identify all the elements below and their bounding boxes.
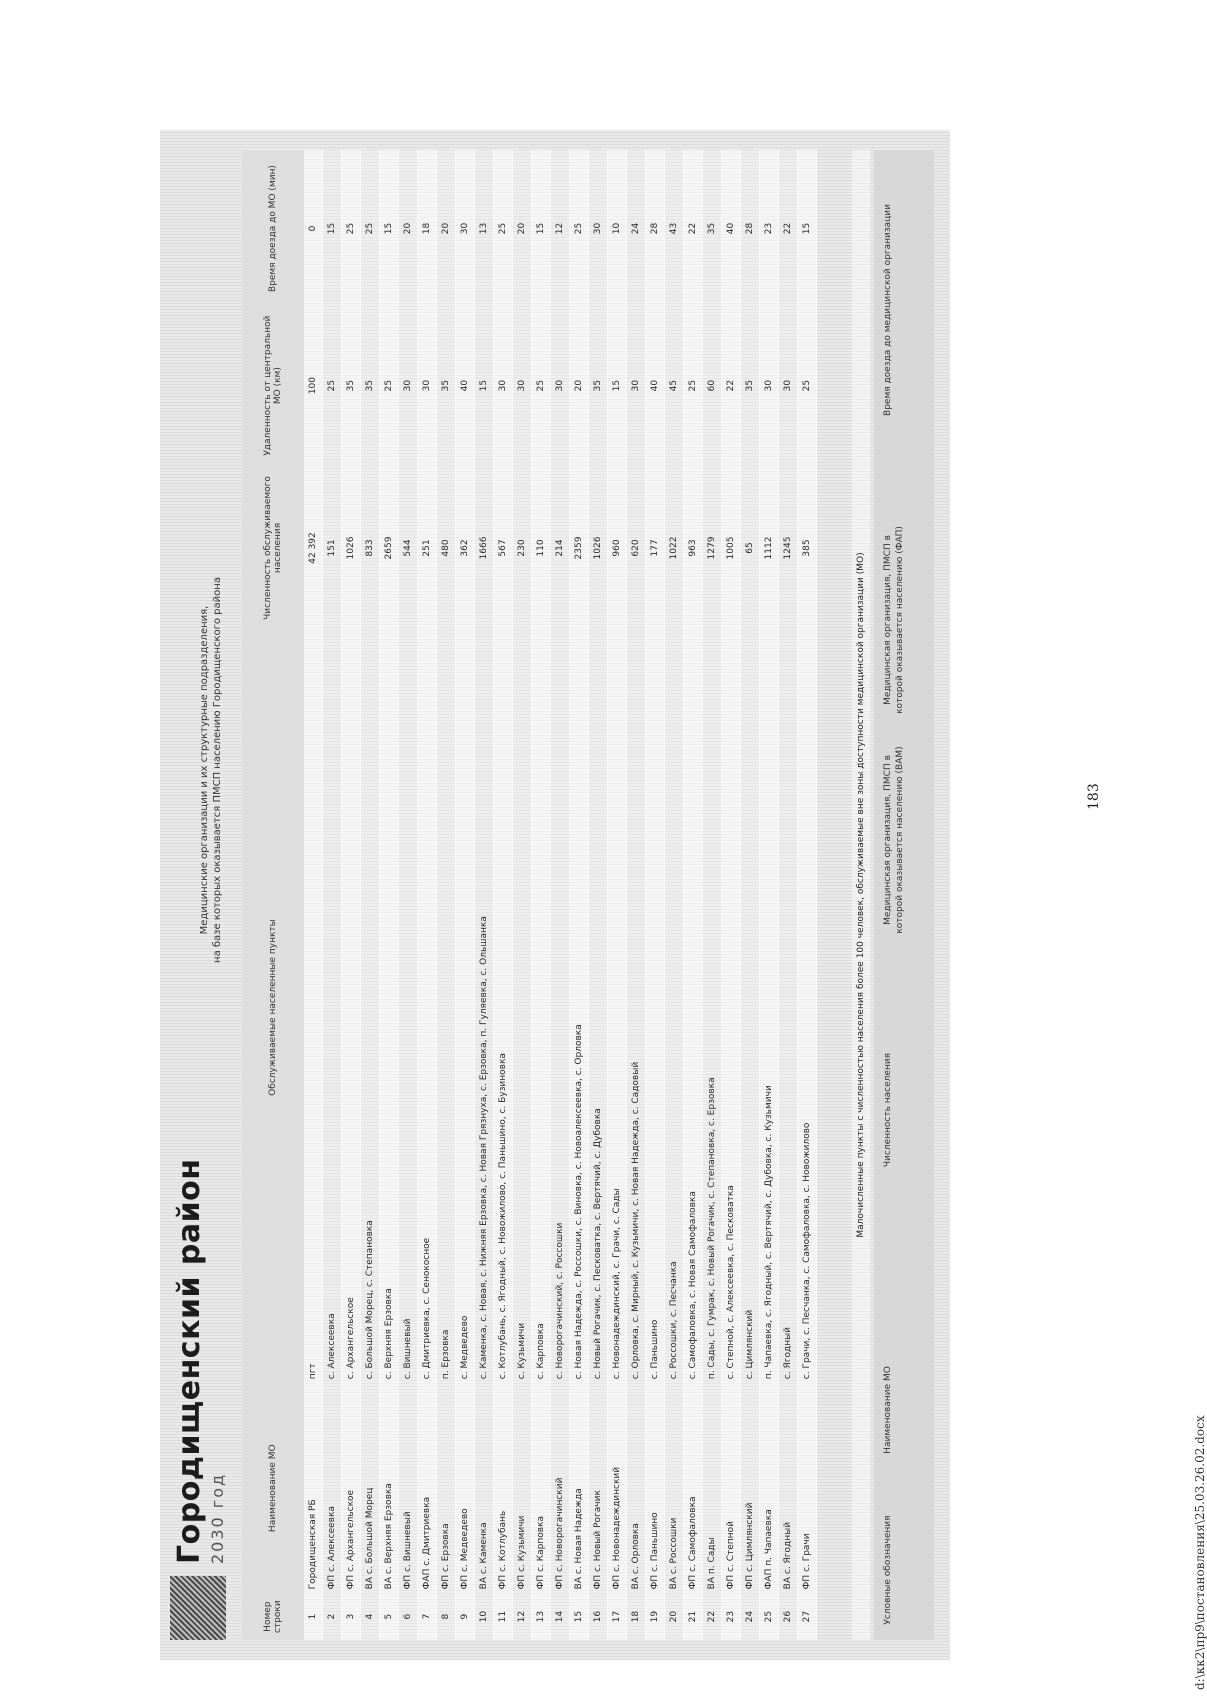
row-time: 13: [475, 150, 494, 307]
legend-item-3: Численность населения: [883, 1052, 893, 1168]
row-distance: 100: [304, 307, 323, 464]
row-settlements: с. Цимлянский: [741, 632, 760, 1383]
row-settlements: с. Кузьмичи: [513, 632, 532, 1383]
table-row: [798, 150, 817, 1640]
row-time: 43: [665, 150, 684, 307]
row-population: 544: [399, 464, 418, 632]
row-number: 24: [741, 1593, 760, 1640]
row-unit-name: ФП с. Новонадеждинский: [608, 1383, 627, 1593]
row-number: 21: [684, 1593, 703, 1640]
row-time: 25: [570, 150, 589, 307]
row-settlements: с. Паньшино: [646, 632, 665, 1383]
table-row: [551, 150, 570, 1640]
row-population: 1026: [589, 464, 608, 632]
table-row: [760, 150, 779, 1640]
row-settlements: с. Степной, с. Алексеевка, с. Песковатка: [722, 632, 741, 1383]
row-unit-name: ФАП п. Чапаевка: [760, 1383, 779, 1593]
row-population: 65: [741, 464, 760, 632]
row-population: 230: [513, 464, 532, 632]
row-time: 35: [703, 150, 722, 307]
row-number: 10: [475, 1593, 494, 1640]
row-distance: 30: [551, 307, 570, 464]
row-population: 42 392: [304, 464, 323, 632]
row-settlements: с. Новорогачинский, с. Россошки: [551, 632, 570, 1383]
row-number: 8: [437, 1593, 456, 1640]
row-unit-name: ВА п. Сады: [703, 1383, 722, 1593]
row-number: 13: [532, 1593, 551, 1640]
row-population: 960: [608, 464, 627, 632]
table-row: [513, 150, 532, 1640]
legend-item-6: Время доезда до медицинской организации: [883, 204, 893, 416]
row-distance: 25: [532, 307, 551, 464]
table-row: [323, 150, 342, 1640]
table-caption-line1: Медицинские организации и их структурные подразделения,: [199, 605, 210, 935]
table-row: [665, 150, 684, 1640]
row-time: 30: [456, 150, 475, 307]
row-time: 28: [646, 150, 665, 307]
medical-units-table: [242, 150, 817, 1640]
row-settlements: с. Большой Морец, с. Степановка: [361, 632, 380, 1383]
row-distance: 22: [722, 307, 741, 464]
row-settlements: п. Сады, с. Гумрак, с. Новый Рогачик, с. Степановка, с. Ерзовка: [703, 632, 722, 1383]
row-distance: 25: [380, 307, 399, 464]
row-number: 22: [703, 1593, 722, 1640]
row-unit-name: ФП с. Алексеевка: [323, 1383, 342, 1593]
table-row: [304, 150, 323, 1640]
row-settlements: с. Орловка, с. Мирный, с. Кузьмичи, с. Новая Надежда, с. Садовый: [627, 632, 646, 1383]
row-distance: 25: [798, 307, 817, 464]
row-distance: 35: [342, 307, 361, 464]
row-number: 6: [399, 1593, 418, 1640]
row-distance: 30: [513, 307, 532, 464]
row-distance: 30: [494, 307, 513, 464]
row-number: 9: [456, 1593, 475, 1640]
row-settlements: с. Карповка: [532, 632, 551, 1383]
row-settlements: с. Котлубань, с. Ягодный, с. Новожилово, с. Паньшино, с. Бузиновка: [494, 632, 513, 1383]
row-distance: 60: [703, 307, 722, 464]
row-time: 18: [418, 150, 437, 307]
row-population: 1022: [665, 464, 684, 632]
row-unit-name: ФП с. Грачи: [798, 1383, 817, 1593]
row-number: 17: [608, 1593, 627, 1640]
row-settlements: с. Грачи, с. Песчанка, с. Самофаловка, с. Новожилово: [798, 632, 817, 1383]
table-note: Малочисленные пункты с численностью населения более 100 человек, обслуживаемые вне зоны доступности медицинской организации (МО): [852, 150, 870, 1640]
row-distance: 15: [475, 307, 494, 464]
col-unit-header: Наименование МО: [242, 1383, 304, 1593]
row-unit-name: ФП с. Новорогачинский: [551, 1383, 570, 1593]
row-distance: 25: [323, 307, 342, 464]
row-unit-name: ФП с. Кузьмичи: [513, 1383, 532, 1593]
row-time: 23: [760, 150, 779, 307]
col-time-header: Время доезда до МО (мин): [242, 150, 304, 307]
row-distance: 35: [741, 307, 760, 464]
row-distance: 35: [589, 307, 608, 464]
table-row: [361, 150, 380, 1640]
row-settlements: с. Новая Надежда, с. Россошки, с. Виновка, с. Новоалексеевка, с. Орловка: [570, 632, 589, 1383]
row-number: 3: [342, 1593, 361, 1640]
col-distance-header: Удаленность от центральной МО (км): [242, 307, 304, 464]
row-unit-name: ФП с. Паньшино: [646, 1383, 665, 1593]
row-time: 20: [399, 150, 418, 307]
row-unit-name: ФП с. Степной: [722, 1383, 741, 1593]
row-number: 27: [798, 1593, 817, 1640]
row-unit-name: ФП с. Ерзовка: [437, 1383, 456, 1593]
row-distance: 20: [570, 307, 589, 464]
row-population: 567: [494, 464, 513, 632]
table-row: [703, 150, 722, 1640]
table-row: [532, 150, 551, 1640]
row-distance: 40: [646, 307, 665, 464]
row-population: 963: [684, 464, 703, 632]
row-population: 1666: [475, 464, 494, 632]
row-unit-name: ВА с. Новая Надежда: [570, 1383, 589, 1593]
table-row: [494, 150, 513, 1640]
row-population: 1026: [342, 464, 361, 632]
row-distance: 30: [418, 307, 437, 464]
row-number: 4: [361, 1593, 380, 1640]
table-header-row: [242, 150, 304, 1640]
row-unit-name: ФАП с. Дмитриевка: [418, 1383, 437, 1593]
row-distance: 30: [627, 307, 646, 464]
row-number: 18: [627, 1593, 646, 1640]
row-unit-name: ВА с. Ягодный: [779, 1383, 798, 1593]
row-population: 1245: [779, 464, 798, 632]
legend-item-4: Медицинская организация, ПМСП в которой оказывается населению (ВАМ): [883, 746, 905, 934]
row-time: 22: [779, 150, 798, 307]
row-population: 620: [627, 464, 646, 632]
table-row: [399, 150, 418, 1640]
row-population: 214: [551, 464, 570, 632]
col-num-header: Номер строки: [242, 1593, 304, 1640]
row-population: 1112: [760, 464, 779, 632]
row-settlements: с. Верхняя Ерзовка: [380, 632, 399, 1383]
legend-item-2: Наименование МО: [883, 1366, 893, 1454]
row-number: 1: [304, 1593, 323, 1640]
row-number: 19: [646, 1593, 665, 1640]
row-number: 2: [323, 1593, 342, 1640]
legend-item-5: Медицинская организация, ПМСП в которой оказывается населению (ФАП): [883, 526, 905, 714]
table-row: [475, 150, 494, 1640]
row-population: 1279: [703, 464, 722, 632]
row-distance: 45: [665, 307, 684, 464]
row-settlements: с. Новый Рогачик, с. Песковатка, с. Вертячий, с. Дубовка: [589, 632, 608, 1383]
row-unit-name: ВА с. Россошки: [665, 1383, 684, 1593]
row-unit-name: ФП с. Самофаловка: [684, 1383, 703, 1593]
row-population: 1005: [722, 464, 741, 632]
row-settlements: п. Ерзовка: [437, 632, 456, 1383]
row-distance: 25: [684, 307, 703, 464]
row-settlements: пгт: [304, 632, 323, 1383]
row-settlements: с. Ягодный: [779, 632, 798, 1383]
table-row: [418, 150, 437, 1640]
row-settlements: с. Каменка, с. Новая, с. Нижняя Ерзовка, с. Новая Грязнуха, с. Ерзовка, п. Гуляевка, с. Ольшанка: [475, 632, 494, 1383]
row-number: 25: [760, 1593, 779, 1640]
row-time: 12: [551, 150, 570, 307]
row-time: 30: [589, 150, 608, 307]
row-number: 16: [589, 1593, 608, 1640]
row-distance: 35: [361, 307, 380, 464]
footer-file-path: d:\кк2\пр9\постановления\25.03.26.02.docx: [1193, 1415, 1207, 1690]
row-unit-name: ВА с. Орловка: [627, 1383, 646, 1593]
row-number: 14: [551, 1593, 570, 1640]
row-settlements: п. Чапаевка, с. Ягодный, с. Вертячий, с. Дубовка, с. Кузьмичи: [760, 632, 779, 1383]
row-time: 10: [608, 150, 627, 307]
row-time: 25: [494, 150, 513, 307]
table-caption: [198, 420, 224, 1120]
row-population: 2659: [380, 464, 399, 632]
row-population: 177: [646, 464, 665, 632]
table-row: [456, 150, 475, 1640]
row-settlements: с. Алексеевка: [323, 632, 342, 1383]
row-time: 25: [361, 150, 380, 307]
row-time: 15: [532, 150, 551, 307]
row-time: 25: [342, 150, 361, 307]
table-row: [684, 150, 703, 1640]
row-unit-name: ВА с. Большой Морец: [361, 1383, 380, 1593]
row-unit-name: ФП с. Архангельское: [342, 1383, 361, 1593]
row-unit-name: ФП с. Цимлянский: [741, 1383, 760, 1593]
legend-item-1: Условные обозначения: [883, 1515, 893, 1625]
row-number: 5: [380, 1593, 399, 1640]
row-population: 385: [798, 464, 817, 632]
row-population: 833: [361, 464, 380, 632]
row-unit-name: ВА с. Верхняя Ерзовка: [380, 1383, 399, 1593]
rotated-sheet: [160, 130, 950, 1660]
row-unit-name: Городищенская РБ: [304, 1383, 323, 1593]
row-settlements: с. Вишневый: [399, 632, 418, 1383]
page-title: Городищенский район: [172, 1158, 207, 1564]
row-settlements: с. Самофаловка, с. Новая Самофаловка: [684, 632, 703, 1383]
table-row: [570, 150, 589, 1640]
table-row: [646, 150, 665, 1640]
row-time: 22: [684, 150, 703, 307]
row-number: 23: [722, 1593, 741, 1640]
row-unit-name: ВА с. Каменка: [475, 1383, 494, 1593]
table-row: [779, 150, 798, 1640]
table-row: [380, 150, 399, 1640]
table-row: [722, 150, 741, 1640]
row-distance: 15: [608, 307, 627, 464]
row-settlements: с. Дмитриевка, с. Сенокосное: [418, 632, 437, 1383]
row-time: 40: [722, 150, 741, 307]
table-row: [589, 150, 608, 1640]
row-distance: 30: [399, 307, 418, 464]
table-body: [304, 150, 817, 1640]
row-time: 24: [627, 150, 646, 307]
row-number: 26: [779, 1593, 798, 1640]
row-population: 110: [532, 464, 551, 632]
row-settlements: с. Архангельское: [342, 632, 361, 1383]
row-number: 15: [570, 1593, 589, 1640]
row-settlements: с. Новонадеждинский, с. Грачи, с. Сады: [608, 632, 627, 1383]
row-distance: 40: [456, 307, 475, 464]
row-time: 0: [304, 150, 323, 307]
row-population: 480: [437, 464, 456, 632]
row-time: 15: [798, 150, 817, 307]
row-settlements: с. Медведево: [456, 632, 475, 1383]
row-population: 151: [323, 464, 342, 632]
legend: [874, 150, 934, 1640]
table-row: [741, 150, 760, 1640]
page-number: 183: [1086, 783, 1102, 810]
page-year: 2030 год: [208, 1472, 227, 1564]
row-unit-name: ФП с. Котлубань: [494, 1383, 513, 1593]
table-row: [437, 150, 456, 1640]
row-number: 11: [494, 1593, 513, 1640]
row-distance: 35: [437, 307, 456, 464]
row-population: 362: [456, 464, 475, 632]
table-row: [342, 150, 361, 1640]
row-settlements: с. Россошки, с. Песчанка: [665, 632, 684, 1383]
table-row: [627, 150, 646, 1640]
table-row: [608, 150, 627, 1640]
col-settlements-header: Обслуживаемые населенные пункты: [242, 632, 304, 1383]
row-time: 20: [437, 150, 456, 307]
row-time: 28: [741, 150, 760, 307]
row-number: 12: [513, 1593, 532, 1640]
col-population-header: Численность обслуживаемого населения: [242, 464, 304, 632]
row-time: 20: [513, 150, 532, 307]
row-population: 251: [418, 464, 437, 632]
sheet-content: [170, 150, 940, 1640]
row-distance: 30: [779, 307, 798, 464]
row-number: 7: [418, 1593, 437, 1640]
region-logo-icon: [170, 1576, 226, 1640]
row-unit-name: ФП с. Карповка: [532, 1383, 551, 1593]
row-number: 20: [665, 1593, 684, 1640]
row-time: 15: [323, 150, 342, 307]
table-caption-line2: на базе которых оказывается ПМСП населению Городищенского района: [212, 577, 223, 963]
row-distance: 30: [760, 307, 779, 464]
row-unit-name: ФП с. Вишневый: [399, 1383, 418, 1593]
row-unit-name: ФП с. Новый Рогачик: [589, 1383, 608, 1593]
row-unit-name: ФП с. Медведево: [456, 1383, 475, 1593]
row-time: 15: [380, 150, 399, 307]
row-population: 2359: [570, 464, 589, 632]
